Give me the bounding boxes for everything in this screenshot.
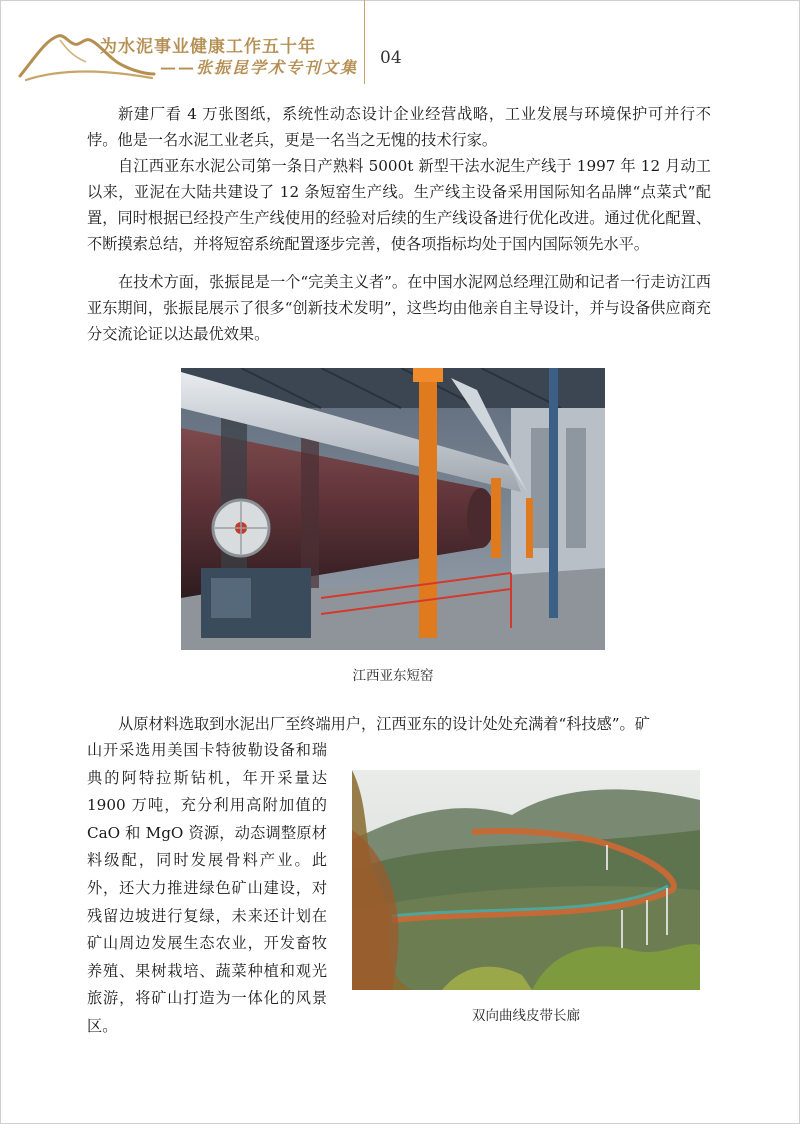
conveyor-illustration [352, 770, 700, 990]
conveyor-photo [352, 770, 700, 990]
conveyor-photo-caption: 双向曲线皮带长廊 [472, 1008, 580, 1024]
kiln-photo [181, 368, 605, 650]
page-header [0, 0, 800, 96]
paragraph-1: 新建厂看 4 万张图纸，系统性动态设计企业经营战略，工业发展与环境保护可并行不悖。他是一名水泥工业老兵，更是一名当之无愧的技术行家。 [87, 105, 711, 149]
kiln-photo-caption: 江西亚东短窑 [352, 668, 434, 684]
paragraph-5: 山开采选用美国卡特彼勒设备和瑞典的阿特拉斯钻机，年开采量达 1900 万吨，充分利用高附加值的 CaO 和 MgO 资源，动态调整原材料级配，同时发展骨料产业。此外，还大力推进绿色矿山建设，对残留边坡进行复绿，未来还计划在矿山周边发展生态农业，开发畜牧养殖、果树栽培、蔬菜种植和观光旅游，将矿山打造为一体化的风景区。 [87, 741, 327, 1035]
page-number: 04 [380, 48, 402, 68]
book-title: 为水泥事业健康工作五十年 [100, 37, 316, 57]
paragraph-3: 在技术方面，张振昆是一个“完美主义者”。在中国水泥网总经理江勋和记者一行走访江西亚东期间，张振昆展示了很多“创新技术发明”，这些均由他亲自主导设计，并与设备供应商充分交流论证以达最优效果。 [87, 273, 711, 343]
paragraph-2: 自江西亚东水泥公司第一条日产熟料 5000t 新型干法水泥生产线于 1997 年 12 月动工以来，亚泥在大陆共建设了 12 条短窑生产线。生产线主设备采用国际知名品牌“点菜式”配置，同时根据已经投产生产线使用的经验对后续的生产线设备进行优化改进。通过优化配置、不断摸索总结，并将短窑系统配置逐步完善，使各项指标均处于国内国际领先水平。 [87, 157, 711, 253]
header-divider [364, 0, 365, 84]
kiln-illustration [181, 368, 605, 650]
book-subtitle: ——张振昆学术专刊文集 [160, 58, 359, 77]
paragraph-4: 从原材料选取到水泥出厂至终端用户，江西亚东的设计处处充满着“科技感”。矿 [118, 715, 650, 733]
